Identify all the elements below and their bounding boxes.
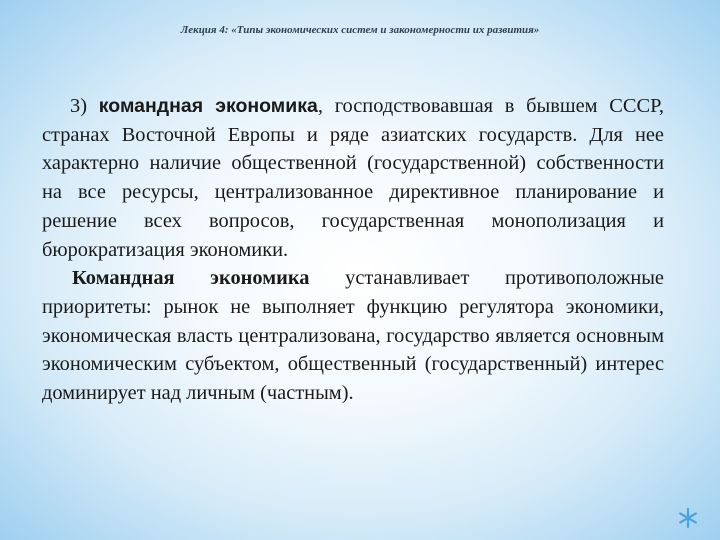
paragraph-text: , господствовавшая в бывшем СССР, странах Восточной Европы и ряде азиатских государств. Для нее характерно наличие общественной (государственной) собственности на все ресурсы, централизованное директивное планирование и решение всех вопросов, государственная монополизация и бюрократизация экономики. bbox=[42, 95, 664, 261]
paragraph-command-economy-definition bbox=[42, 92, 664, 264]
main-text bbox=[42, 92, 664, 408]
term-command-economy: командная экономика bbox=[98, 95, 318, 117]
page-header: Лекция 4: «Типы экономических систем и закономерности их развития» bbox=[180, 24, 540, 36]
item-number: 3) bbox=[70, 95, 87, 117]
paragraph-text: устанавливает противоположные приоритеты: рынок не выполняет функцию регулятора экономики, экономическая власть централизована, государство является основным экономическим субъектом, общественный (государственный) интерес доминирует над личным (частным). bbox=[42, 267, 664, 405]
term-command-economy-bold: Командная экономика bbox=[72, 267, 310, 290]
asterisk-icon bbox=[677, 507, 699, 529]
paragraph-command-economy-priorities bbox=[42, 264, 664, 408]
